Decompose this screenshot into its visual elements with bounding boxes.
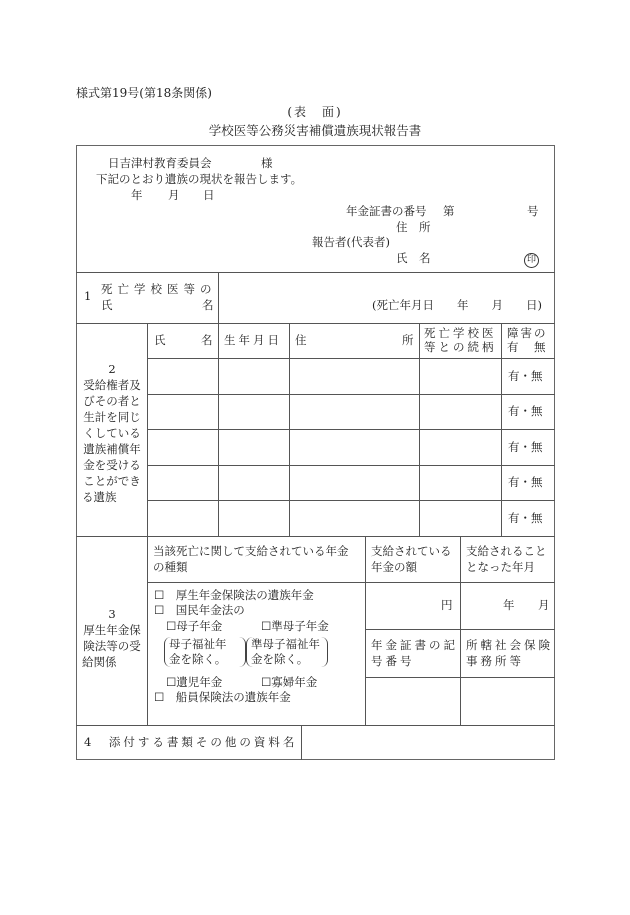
cert-number-header: 年金証書の記 号番号 xyxy=(371,638,458,668)
disability-option[interactable]: 有・無 xyxy=(508,440,543,454)
pension-cert-prefix: 第 xyxy=(443,204,455,218)
divider xyxy=(147,394,555,395)
divider xyxy=(76,725,555,726)
col-address-b: 所 xyxy=(402,333,414,347)
divider xyxy=(289,323,290,536)
section1-label: 死亡学校医等の xyxy=(101,282,217,296)
divider xyxy=(218,272,219,323)
document-title: 学校医等公務災害補償遺族現状報告書 xyxy=(208,123,422,138)
divider xyxy=(147,500,555,501)
exclusion-note-1: 母子福祉年 金を除く。 xyxy=(169,637,227,666)
year-unit: 年 xyxy=(503,598,515,612)
col-disability: 障害の 有 無 xyxy=(507,326,548,354)
month-unit: 月 xyxy=(538,598,550,612)
address-label: 住 所 xyxy=(396,220,431,234)
addressee: 日吉津村教育委員会 xyxy=(108,156,212,170)
section1-label-b: 名 xyxy=(202,298,214,312)
checkbox-orphan[interactable]: ☐遺児年金 xyxy=(166,675,223,689)
disability-option[interactable]: 有・無 xyxy=(508,404,543,418)
form-number: 様式第19号(第18条関係) xyxy=(76,86,212,100)
divider xyxy=(76,272,555,273)
divider xyxy=(147,358,555,359)
divider xyxy=(218,323,219,536)
checkbox-widow[interactable]: ☐寡婦年金 xyxy=(261,675,318,689)
date-year-label[interactable]: 年 xyxy=(131,188,143,202)
checkbox-seamen[interactable]: ☐ 船員保険法の遺族年金 xyxy=(154,690,291,704)
honorific: 様 xyxy=(261,156,273,170)
divider xyxy=(301,725,302,760)
col-relation: 死亡学校医 等との続柄 xyxy=(424,326,497,354)
section1-label-a: 氏 xyxy=(101,298,113,312)
col-name-b: 名 xyxy=(201,333,213,347)
date-month-label[interactable]: 月 xyxy=(168,188,180,202)
pension-cert-label: 年金証書の番号 xyxy=(346,204,427,218)
checkbox-national-pension[interactable]: ☐ 国民年金法の xyxy=(154,603,245,617)
disability-option[interactable]: 有・無 xyxy=(508,475,543,489)
section4-label: 4 添付する書類その他の資料名 xyxy=(84,735,298,749)
divider xyxy=(147,429,555,430)
death-date[interactable]: (死亡年月日 年 月 日) xyxy=(372,298,542,312)
exclusion-note-2: 準母子福祉年 金を除く。 xyxy=(251,637,320,666)
disability-option[interactable]: 有・無 xyxy=(508,369,543,383)
reporter-label: 報告者(代表者) xyxy=(312,235,390,249)
office-header: 所轄社会保険 事務所等 xyxy=(466,638,553,668)
pension-type-header: 当該死亡に関して支給されている年金 の種類 xyxy=(153,544,349,574)
divider xyxy=(147,582,555,583)
divider xyxy=(419,323,420,536)
divider xyxy=(147,465,555,466)
section1-number: 1 xyxy=(84,289,92,303)
checkbox-welfare-pension[interactable]: ☐ 厚生年金保険法の遺族年金 xyxy=(154,588,314,602)
checkbox-semi-mother-child[interactable]: ☐準母子年金 xyxy=(261,619,329,633)
pension-cert-suffix: 号 xyxy=(527,204,539,218)
name-label: 氏 名 xyxy=(396,251,431,265)
pension-amount-header: 支給されている 年金の額 xyxy=(371,544,452,574)
date-day-label[interactable]: 日 xyxy=(203,188,215,202)
divider xyxy=(501,323,502,536)
seal-icon: 印 xyxy=(524,253,539,268)
disability-option[interactable]: 有・無 xyxy=(508,511,543,525)
face-label: (表 面) xyxy=(287,105,343,119)
col-name-a: 氏 xyxy=(154,333,166,347)
yen-unit: 円 xyxy=(441,598,453,612)
checkbox-mother-child[interactable]: ☐母子年金 xyxy=(166,619,223,633)
pension-start-header: 支給されること となった年月 xyxy=(466,544,547,574)
section2-label: 2 受給権者及 びその者と 生計を同じ くしている 遺族補償年 金を受ける ことができ る遺族 xyxy=(82,362,141,504)
col-address-a: 住 xyxy=(295,333,307,347)
divider xyxy=(460,536,461,725)
section3-label: 3 厚生年金保 険法等の受 給関係 xyxy=(82,607,141,669)
divider xyxy=(147,323,148,725)
col-birth: 生年月日 xyxy=(224,333,282,347)
statement: 下記のとおり遺族の現状を報告します。 xyxy=(96,172,303,186)
divider xyxy=(365,536,366,725)
